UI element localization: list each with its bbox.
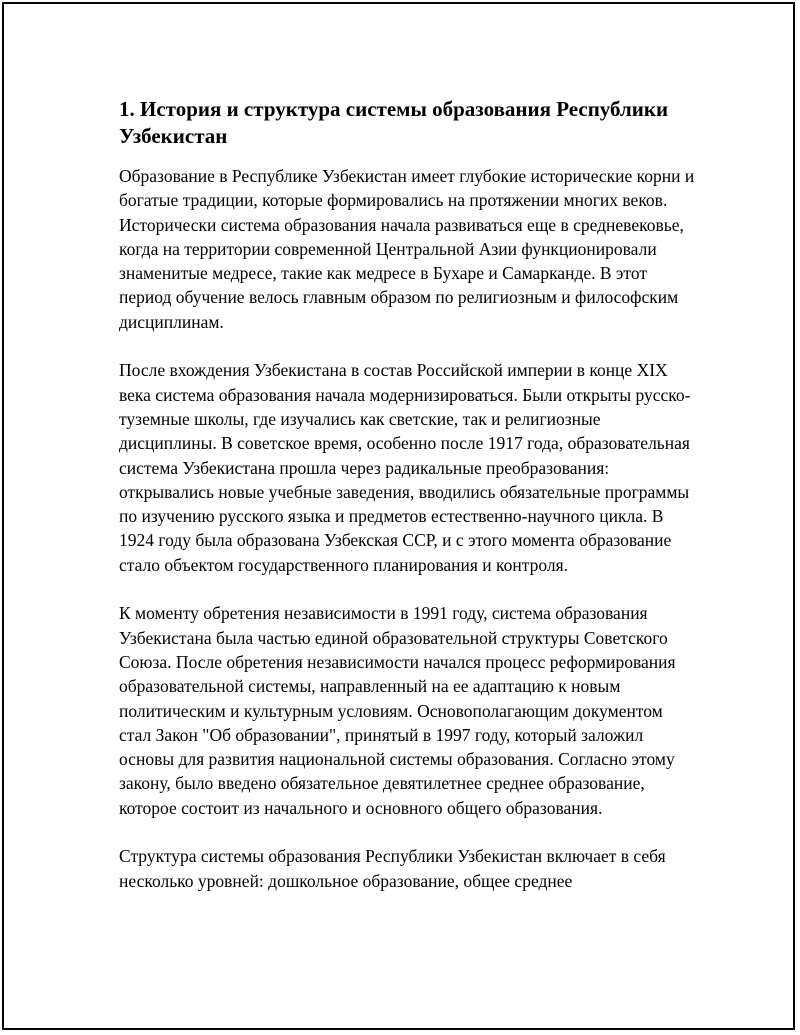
section-heading: 1. История и структура системы образования Республики Узбекистан (119, 97, 669, 148)
paragraph-independence-reform: К моменту обретения независимости в 1991 году, система образования Узбекистана была частью единой образовательной структуры Советского Союза. После обретения независимости начался процесс реформирования образовательной системы, направленный на ее адаптацию к новым политическим и культурным условиям. Основополагающим документом стал Закон "Об образовании", принятый в 1997 году, который заложил основы для развития национальной системы образования. Согласно этому закону, было введено обязательное девятилетнее среднее образование, которое состоит из начального и основного общего образования. (119, 603, 676, 818)
paragraph-history-origins: Образование в Республике Узбекистан имеет глубокие исторические корни и богатые традиции, которые формировались на протяжении многих веков. Исторически система образования начала развиваться еще в средневековье, когда на территории современной Центральной Азии функционировали знаменитые медресе, такие как медресе в Бухаре и Самарканде. В этот период обучение велось главным образом по религиозным и философским дисциплинам. (119, 166, 695, 332)
paragraph-system-structure: Структура системы образования Республики Узбекистан включает в себя несколько уровней: дошкольное образование, общее среднее (119, 846, 666, 891)
document-content (119, 96, 699, 917)
paragraph-russian-soviet-period: После вхождения Узбекистана в состав Российской империи в конце XIX века система образования начала модернизироваться. Были открыты русско-туземные школы, где изучались как светские, так и религиозные дисциплины. В советское время, особенно после 1917 года, образовательная система Узбекистана прошла через радикальные преобразования: открывались новые учебные заведения, вводились обязательные программы по изучению русского языка и предметов естественно-научного цикла. В 1924 году была образована Узбекская ССР, и с этого момента образование стало объектом государственного планирования и контроля. (119, 360, 691, 575)
document-page (3, 3, 794, 1029)
